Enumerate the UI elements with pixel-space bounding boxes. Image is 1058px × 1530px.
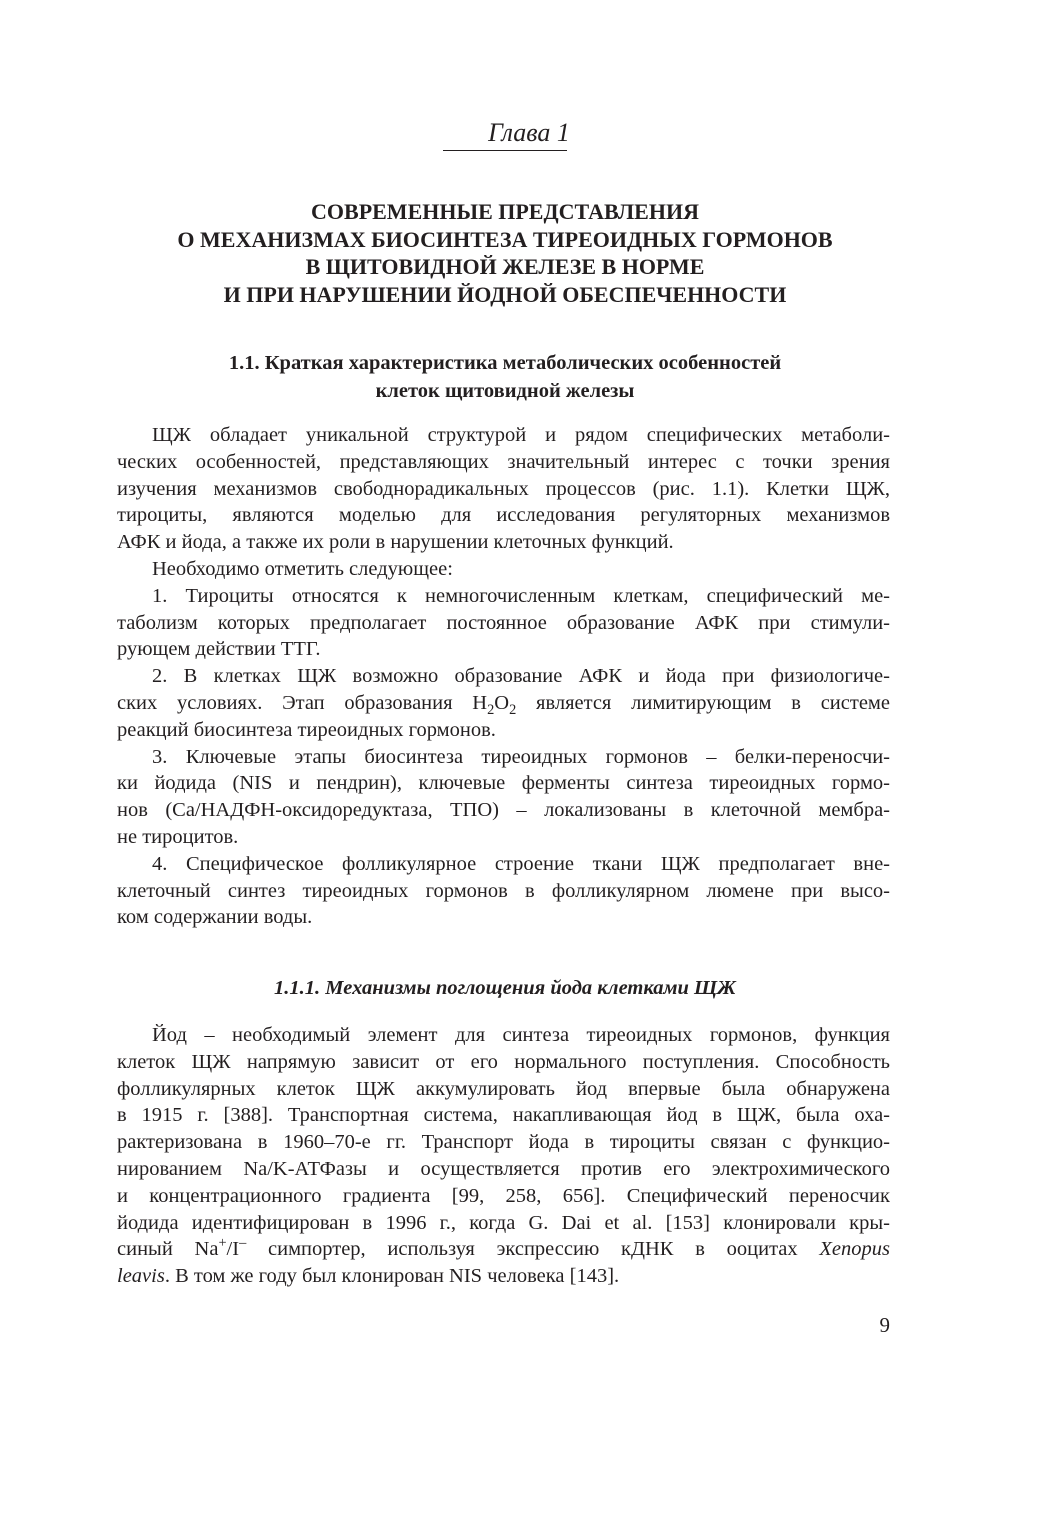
text-line: клеток ЩЖ напрямую зависит от его нормального поступления. Способность	[117, 1050, 890, 1073]
text-line: в 1915 г. [388]. Транспортная система, накапливающая йод в ЩЖ, была оха-	[117, 1104, 890, 1127]
text-line: 1. Тироциты относятся к немногочисленным клеткам, специфический ме-	[152, 584, 890, 607]
text-line: Необходимо отметить следующее:	[152, 557, 453, 580]
chapter-heading: Глава 1	[488, 118, 570, 147]
section-line: клеток щитовидной железы	[375, 380, 635, 402]
text-line	[117, 1236, 890, 1263]
body-text-block-2	[117, 1022, 890, 1290]
text-line: фолликулярных клеток ЩЖ аккумулировать йод впервые была обнаружена	[117, 1077, 890, 1100]
text-fragment: . В том же году был клонирован NIS человека [143].	[164, 1265, 620, 1288]
text-fragment: симпортер, используя экспрессию кДНК в ооцитах	[246, 1238, 820, 1261]
text-line: тироциты, являются моделью для исследования регуляторных механизмов	[117, 504, 890, 527]
section-line: 1.1. Краткая характеристика метаболических особенностей	[228, 352, 782, 374]
text-fragment: O	[494, 691, 510, 714]
superscript: –	[239, 1235, 247, 1252]
subscript: 2	[487, 702, 495, 719]
text-line: 2. В клетках ЩЖ возможно образование АФК и йода при физиологиче-	[152, 665, 890, 688]
species-name-italic: Xenopus	[819, 1238, 890, 1261]
text-line: реакций биосинтеза тиреоидных гормонов.	[117, 718, 496, 741]
superscript: +	[218, 1235, 227, 1252]
chapter-underline	[443, 150, 567, 151]
text-line: ЩЖ обладает уникальной структурой и рядом специфических метаболи-	[152, 424, 890, 446]
title-line: И ПРИ НАРУШЕНИИ ЙОДНОЙ ОБЕСПЕЧЕННОСТИ	[223, 281, 787, 307]
subscript: 2	[509, 702, 517, 719]
text-line: рующем действии ТТГ.	[117, 638, 321, 661]
text-line: АФК и йода, а также их роли в нарушении клеточных функций.	[117, 531, 674, 554]
text-line	[117, 1263, 890, 1290]
text-line: нированием Na/K-АТФазы и осуществляется против его электрохимического	[117, 1157, 890, 1180]
text-line: не тироцитов.	[117, 825, 239, 848]
text-line: и концентрационного градиента [99, 258, 656]. Специфический переносчик	[117, 1184, 890, 1207]
title-line: В ЩИТОВИДНОЙ ЖЕЛЕЗЕ В НОРМЕ	[305, 254, 705, 279]
text-fragment: /I	[226, 1238, 240, 1261]
chapter-title	[0, 198, 1010, 308]
subsection-heading: 1.1.1. Механизмы поглощения йода клетками ЩЖ	[274, 977, 736, 999]
title-line: СОВРЕМЕННЫЕ ПРЕДСТАВЛЕНИЯ	[311, 199, 699, 224]
species-name-italic: leavis	[117, 1265, 165, 1288]
text-line: ки йодида (NIS и пендрин), ключевые ферменты синтеза тиреоидных гормо-	[117, 772, 890, 795]
text-line: ческих особенностей, представляющих значительный интерес с точки зрения	[117, 450, 890, 473]
page-number: 9	[879, 1313, 890, 1337]
text-fragment: является лимитирующим в системе	[516, 691, 890, 714]
text-line: Йод – необходимый элемент для синтеза тиреоидных гормонов, функция	[152, 1024, 890, 1046]
text-line: изучения механизмов свободнорадикальных процессов (рис. 1.1). Клетки ЩЖ,	[117, 477, 890, 500]
text-line: йодида идентифицирован в 1996 г., когда G. Dai et al. [153] клонировали кры-	[117, 1211, 890, 1234]
text-fragment: ских условиях. Этап образования H	[117, 691, 488, 714]
text-line: таболизм которых предполагает постоянное образование АФК при стимули-	[117, 611, 890, 634]
section-heading	[0, 349, 1010, 405]
text-line: нов (Ca/НАДФН-оксидоредуктаза, ТПО) – локализованы в клеточной мембра-	[117, 799, 890, 822]
body-text-block-1	[117, 422, 890, 931]
text-line: 4. Специфическое фолликулярное строение ткани ЩЖ предполагает вне-	[152, 852, 890, 875]
text-line: ком содержании воды.	[117, 906, 313, 929]
title-line: О МЕХАНИЗМАХ БИОСИНТЕЗА ТИРЕОИДНЫХ ГОРМОНОВ	[177, 226, 833, 252]
text-line: рактеризована в 1960–70-е гг. Транспорт йода в тироциты связан с функцио-	[117, 1131, 890, 1154]
text-line: клеточный синтез тиреоидных гормонов в фолликулярном люмене при высо-	[117, 879, 890, 902]
text-line	[117, 690, 890, 717]
text-line: 3. Ключевые этапы биосинтеза тиреоидных гормонов – белки-переносчи-	[152, 745, 890, 768]
text-fragment: синый Na	[117, 1238, 219, 1261]
